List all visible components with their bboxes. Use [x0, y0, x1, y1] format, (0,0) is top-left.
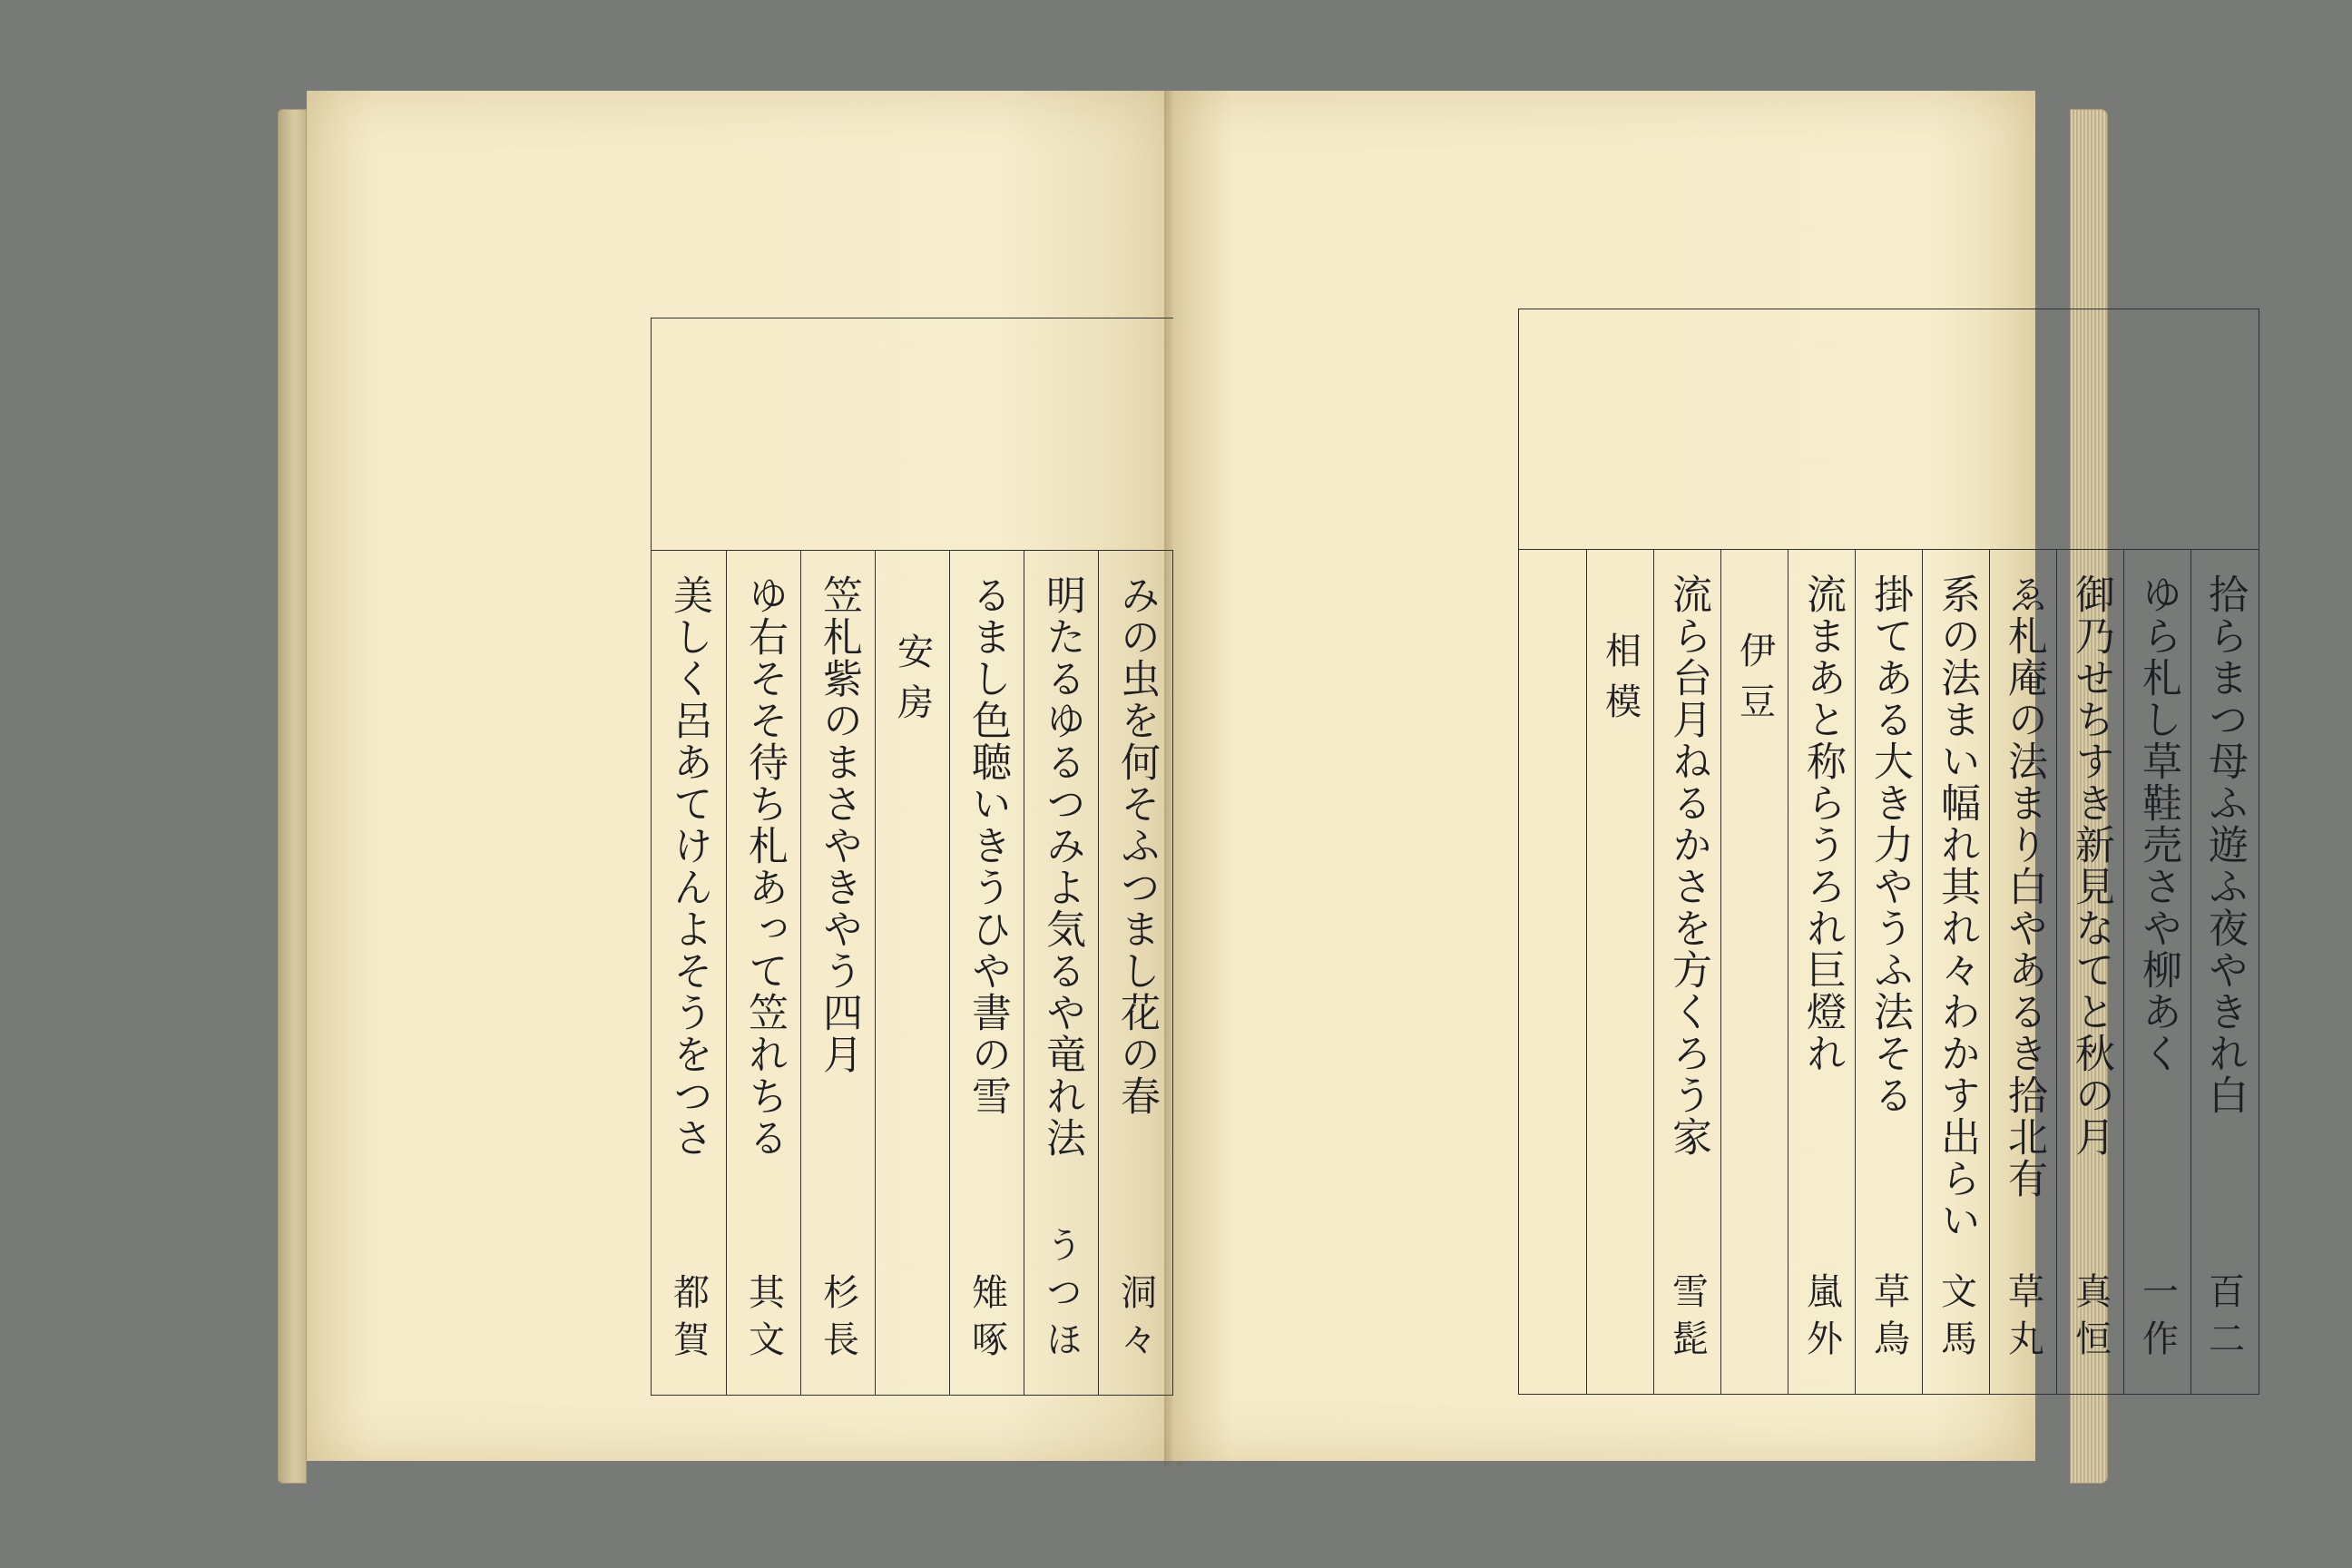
poet-name: 洞々: [1114, 1273, 1157, 1367]
right-column-11: [1519, 550, 1586, 1394]
left-column-5: [1024, 551, 1099, 1395]
haiku-verse: 明たるゆるつみよ気るや竜れ法: [1039, 574, 1085, 1159]
haiku-verse: 系の法まい幅れ其れ々わかす出らい: [1934, 573, 1980, 1241]
column-rule: [1653, 550, 1654, 1394]
column-rule: [2190, 550, 2191, 1394]
poet-name: 雪髭: [1666, 1272, 1709, 1367]
province-heading: 伊豆: [1733, 632, 1776, 733]
poet-name: うつほ: [1040, 1226, 1083, 1367]
haiku-verse: みの虫を何そふつまし花の春: [1113, 574, 1160, 1117]
right-column-4: [1989, 550, 2057, 1394]
poet-name: 嵐外: [1800, 1272, 1843, 1367]
province-heading: 相模: [1599, 632, 1642, 733]
column-rule: [2056, 550, 2057, 1394]
right-column-2: [2123, 550, 2191, 1394]
poet-name: 杉長: [817, 1273, 859, 1367]
column-rule: [726, 551, 727, 1395]
haiku-verse: 笠札紫のまさやきやう四月: [816, 574, 862, 1075]
province-heading: 安房: [891, 632, 934, 734]
left-column-7: [875, 551, 950, 1395]
right-column-3: [2056, 550, 2124, 1394]
column-rule: [1586, 550, 1587, 1394]
haiku-verse: 拾らまつ母ふ遊ふ夜やきれ白: [2201, 573, 2248, 1116]
right-column-10: [1586, 550, 1654, 1394]
column-rule: [1098, 551, 1099, 1395]
poet-name: 都賀: [667, 1273, 710, 1367]
book-fore-edge-left: [278, 109, 307, 1484]
open-book: [289, 91, 2248, 1475]
poet-name: 真恒: [2069, 1272, 2112, 1367]
left-column-4: [1098, 551, 1173, 1395]
haiku-verse: るまし色聴いきうひや書の雪: [965, 574, 1011, 1117]
haiku-verse: ゆら札し草鞋売さや柳あく: [2135, 573, 2181, 1074]
poet-name: 其文: [742, 1273, 785, 1367]
right-column-6: [1855, 550, 1923, 1394]
column-rule: [875, 551, 876, 1395]
haiku-verse: 流ら台月ねるかさを方くろう家: [1665, 573, 1711, 1158]
right-page: [1173, 91, 2248, 1461]
poet-name: 草鳥: [1867, 1272, 1910, 1367]
poet-name: 草丸: [2002, 1272, 2044, 1367]
right-column-8: [1720, 550, 1788, 1394]
left-page: [307, 91, 1173, 1461]
right-column-9: [1653, 550, 1721, 1394]
left-column-6: [949, 551, 1024, 1395]
column-rule: [1855, 550, 1856, 1394]
column-rule: [1720, 550, 1721, 1394]
column-rule: [949, 551, 950, 1395]
poet-name: 文馬: [1935, 1272, 1977, 1367]
left-column-8: [800, 551, 876, 1395]
poet-name: 百二: [2202, 1272, 2245, 1367]
haiku-verse: 掛てある大き力やうふ法そる: [1867, 573, 1913, 1116]
right-column-1: [2190, 550, 2258, 1394]
haiku-verse: 御乃せちすき新見なてと秋の月: [2068, 573, 2114, 1158]
column-rule: [800, 551, 801, 1395]
column-rule: [1989, 550, 1990, 1394]
column-rule: [1922, 550, 1923, 1394]
right-column-5: [1922, 550, 1990, 1394]
haiku-verse: 流まあと称らうろれ巨燈れ: [1799, 573, 1846, 1074]
right-text-frame: [1518, 549, 2259, 1395]
haiku-verse: ゆ右そそ待ち札あって笠れちる: [741, 574, 788, 1159]
column-rule: [2123, 550, 2124, 1394]
left-column-9: [726, 551, 801, 1395]
poet-name: 一作: [2136, 1272, 2179, 1367]
right-header-box: [1518, 309, 2259, 550]
haiku-verse: ゑ札庵の法まり白やあるき拾北有: [2001, 573, 2047, 1200]
haiku-verse: 美しく呂あてけんよそうをつさ: [666, 574, 712, 1159]
left-column-10: [652, 551, 726, 1395]
poet-name: 雉啄: [965, 1273, 1008, 1367]
right-column-7: [1788, 550, 1856, 1394]
